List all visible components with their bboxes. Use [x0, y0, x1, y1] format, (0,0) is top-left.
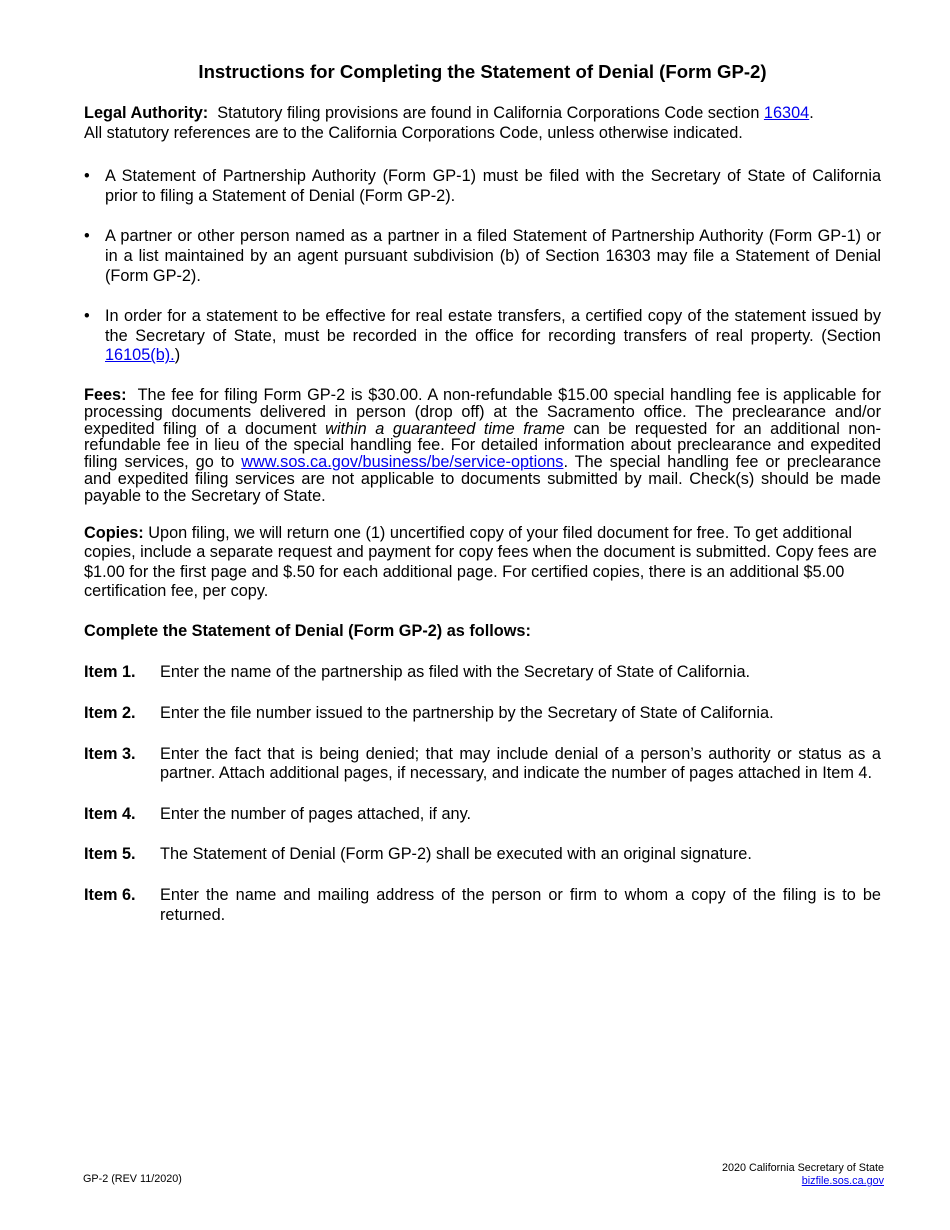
copies-label: Copies: [84, 523, 144, 542]
legal-authority-paragraph [84, 104, 881, 143]
legal-authority-period: . [809, 104, 814, 122]
item-row [84, 845, 881, 865]
item-text: Enter the number of pages attached, if any. [160, 804, 472, 823]
item-row [84, 886, 881, 925]
bullet-close-paren: ) [174, 346, 181, 365]
complete-heading: Complete the Statement of Denial (Form GP-2) as follows: [84, 621, 531, 640]
service-options-link[interactable]: www.sos.ca.gov/business/be/service-options [241, 453, 564, 472]
requirements-list [84, 167, 881, 366]
item-text: Enter the name of the partnership as filed with the Secretary of State of California. [160, 663, 751, 682]
item-label: Item 4. [84, 804, 136, 823]
instructions-page [84, 60, 881, 946]
item-row [84, 745, 881, 784]
bullet-text: A Statement of Partnership Authority (Form GP-1) must be filed with the Secretary of State of California prior to filing a Statement of Denial (Form GP-2). [105, 167, 881, 205]
form-revision: GP-2 (REV 11/2020) [83, 1173, 182, 1185]
section-16304-link[interactable]: 16304 [763, 104, 810, 122]
fees-italic-text: within a guaranteed time frame [325, 419, 565, 438]
legal-authority-text: Statutory filing provisions are found in California Corporations Code section [217, 104, 760, 122]
list-item [84, 227, 881, 286]
fees-text-2: can be requested for an additional non-refundable fee in lieu of the special handling fee. For detailed information about preclearance and expedited filing services, go to [84, 419, 881, 472]
fees-label: Fees: [84, 385, 127, 404]
fees-text-1: The fee for filing Form GP-2 is $30.00. A non-refundable $15.00 special handling fee is applicable for processing documents delivered in person (drop off) at the Sacramento office. The preclearance and/or expedited filing of a document [84, 385, 881, 438]
section-16105b-link[interactable]: 16105(b). [105, 346, 175, 365]
bizfile-link[interactable]: bizfile.sos.ca.gov [801, 1175, 884, 1187]
page-title: Instructions for Completing the Statement of Denial (Form GP-2) [198, 61, 767, 82]
item-label: Item 3. [84, 744, 136, 763]
legal-authority-label: Legal Authority: [84, 104, 209, 122]
fees-paragraph [84, 387, 881, 505]
copyright-text: 2020 California Secretary of State [721, 1162, 884, 1174]
bullet-text: In order for a statement to be effective for real estate transfers, a certified copy of the statement issued by the Secretary of State, must be recorded in the office for recording transfers of real property. (Section [105, 307, 881, 345]
copies-text: Upon filing, we will return one (1) uncertified copy of your filed document for free. To get additional copies, include a separate request and payment for copy fees when the document is submitted. Copy fees are $1.00 for the first page and $.50 for each additional page. For certified copies, there is an additional $5.00 certification fee, per copy. [84, 523, 877, 601]
item-label: Item 2. [84, 704, 136, 723]
item-text: Enter the name and mailing address of the person or firm to whom a copy of the filing is to be returned. [160, 886, 881, 924]
bullet-icon: • [84, 307, 90, 326]
list-item [84, 307, 881, 366]
item-text: The Statement of Denial (Form GP-2) shall be executed with an original signature. [160, 845, 752, 864]
item-row [84, 704, 881, 724]
fees-text-3: . The special handling fee or preclearance and expedited filing services are not applicable to documents submitted by mail. Check(s) should be made payable to the Secretary of State. [84, 453, 882, 505]
legal-authority-line2: All statutory references are to the California Corporations Code, unless otherwise indicated. [84, 123, 743, 142]
copies-paragraph [84, 524, 881, 602]
bullet-icon: • [84, 167, 90, 186]
item-text: Enter the fact that is being denied; that may include denial of a person’s authority or status as a partner. Attach additional pages, if necessary, and indicate the number of pages attached in Item 4. [160, 744, 881, 783]
footer-publisher [722, 1162, 884, 1188]
bullet-icon: • [84, 227, 90, 246]
bullet-text: A partner or other person named as a partner in a filed Statement of Partnership Authority (Form GP-1) or in a list maintained by an agent pursuant subdivision (b) of Section 16303 may file a Statement of Denial (Form GP-2). [105, 227, 881, 285]
item-label: Item 5. [84, 845, 136, 864]
item-label: Item 1. [84, 663, 136, 682]
item-text: Enter the file number issued to the partnership by the Secretary of State of California. [160, 704, 774, 723]
item-label: Item 6. [84, 886, 136, 905]
item-row [84, 805, 881, 825]
item-row [84, 663, 881, 683]
list-item [84, 167, 881, 206]
